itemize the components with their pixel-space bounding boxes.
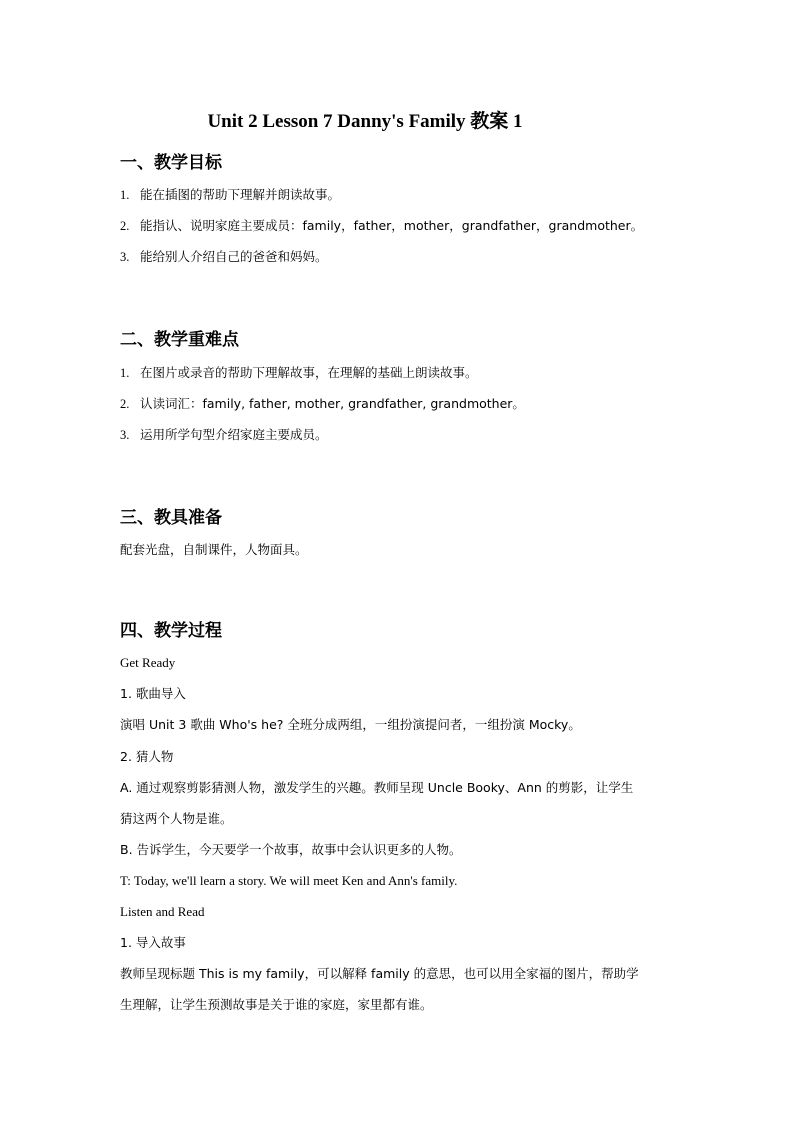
key-point-item-2 (120, 396, 525, 412)
item-number: 1. (120, 188, 130, 202)
item-number: 3. (120, 428, 130, 442)
step-story-intro: 1. 导入故事 (120, 935, 186, 950)
item-text: 能在插图的帮助下理解并朗读故事。 (139, 187, 340, 202)
item-number: 3. (120, 250, 130, 264)
teacher-line: T: Today, we'll learn a story. We will meet Ken and Ann's family. (120, 873, 458, 888)
guess-line-a-1: A. 通过观察剪影猜测人物，激发学生的兴趣。教师呈现 Uncle Booky、Ann 的剪影，让学生 (120, 780, 634, 795)
step-guess-characters: 2. 猜人物 (120, 749, 174, 764)
objective-item-1 (120, 187, 340, 203)
item-number: 1. (120, 366, 130, 380)
guess-line-a-2: 猜这两个人物是谁。 (120, 811, 233, 826)
objective-item-3 (120, 249, 328, 265)
item-text: 在图片或录音的帮助下理解故事，在理解的基础上朗读故事。 (139, 365, 478, 380)
stage-get-ready: Get Ready (120, 655, 176, 670)
key-point-item-3 (120, 427, 328, 443)
item-text: 运用所学句型介绍家庭主要成员。 (139, 427, 328, 442)
step-song-text: 演唱 Unit 3 歌曲 Who's he? 全班分成两组，一组扮演提问者，一组扮演 Mocky。 (120, 717, 581, 732)
item-text: 能指认、说明家庭主要成员：family，father，mother，grandfather，grandmother。 (139, 218, 644, 233)
item-text: 认读词汇：family, father, mother, grandfather, grandmother。 (139, 396, 525, 411)
item-number: 2. (120, 219, 130, 233)
story-intro-line-2: 生理解，让学生预测故事是关于谁的家庭，家里都有谁。 (120, 997, 433, 1012)
story-intro-line-1: 教师呈现标题 This is my family，可以解释 family 的意思，也可以用全家福的图片，帮助学 (120, 966, 639, 981)
key-point-item-1 (120, 365, 478, 381)
item-text: 能给别人介绍自己的爸爸和妈妈。 (139, 249, 328, 264)
section-heading-materials: 三、教具准备 (120, 508, 222, 528)
section-heading-procedure: 四、教学过程 (120, 621, 222, 641)
item-number: 2. (120, 397, 130, 411)
step-song-intro: 1. 歌曲导入 (120, 686, 186, 701)
stage-listen-read: Listen and Read (120, 904, 205, 919)
guess-line-b: B. 告诉学生，今天要学一个故事，故事中会认识更多的人物。 (120, 842, 462, 857)
materials-text: 配套光盘，自制课件，人物面具。 (120, 542, 308, 557)
objective-item-2 (120, 218, 643, 234)
section-heading-objectives: 一、教学目标 (120, 153, 222, 173)
section-heading-key-points: 二、教学重难点 (120, 330, 239, 350)
document-title: Unit 2 Lesson 7 Danny's Family 教案 1 (207, 111, 523, 132)
